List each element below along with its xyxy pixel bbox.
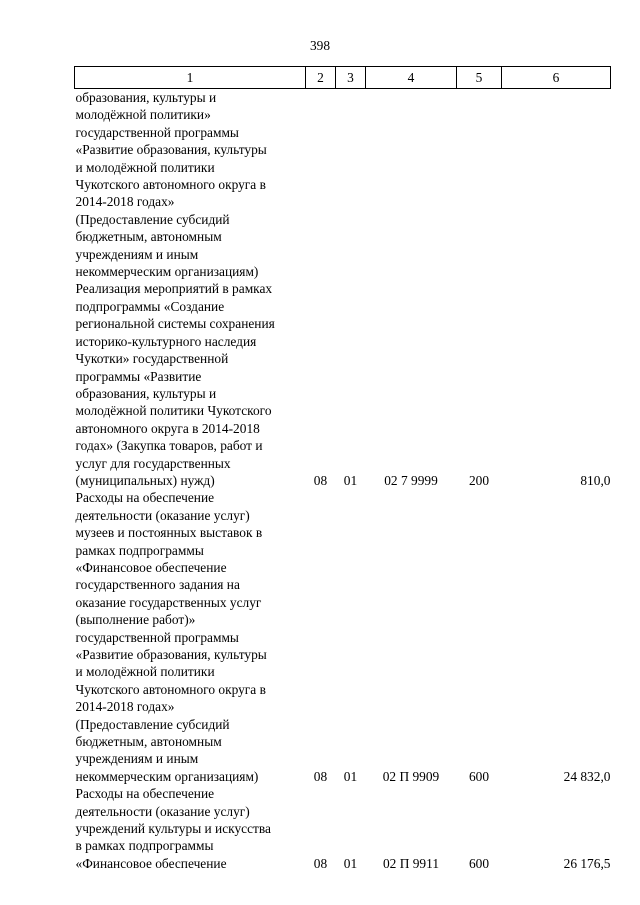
table-row bbox=[75, 785, 611, 872]
table-row bbox=[75, 280, 611, 489]
row-subsection: 01 bbox=[343, 472, 358, 488]
row-description: образования, культуры и молодёжной политики» государственной программы «Развитие образования, культуры и молодёжной политики Чукотского автономного округа в 2014-2018 годах» (Предоставление субсидий бюджетным, автономным учреждениям и иным некоммерческим организациям) bbox=[75, 90, 267, 280]
table-body bbox=[75, 89, 611, 873]
table-row bbox=[75, 489, 611, 785]
page-number: 398 bbox=[309, 38, 331, 53]
row-expense-type: 600 bbox=[468, 768, 490, 784]
row-expense-type bbox=[457, 89, 502, 281]
row-target-article: 02 7 9999 bbox=[384, 472, 438, 488]
row-description: Расходы на обеспечение деятельности (оказание услуг) музеев и постоянных выставок в рамках подпрограммы «Финансовое обеспечение государственного задания на оказание государственных услуг (выполнение работ)» государственной программы «Развитие образования, культуры и молодёжной политики Чукотского автономного округа в 2014-2018 годах» (Предоставление субсидий бюджетным, автономным учреждениям и иным некоммерческим организациям) bbox=[75, 490, 267, 784]
table-header bbox=[75, 67, 611, 89]
row-description: Реализация мероприятий в рамках подпрограммы «Создание региональной системы сохранения историко-культурного наследия Чукотки» государственной программы «Развитие образования, культуры и молодёжной политики Чукотского автономного округа в 2014-2018 годах» (Закупка товаров, работ и услуг для государственных (муниципальных) нужд) bbox=[75, 281, 275, 488]
row-section: 08 bbox=[313, 472, 328, 488]
row-section: 08 bbox=[313, 768, 328, 784]
table-row bbox=[75, 89, 611, 281]
row-subsection bbox=[336, 89, 366, 281]
row-target-article: 02 П 9911 bbox=[382, 855, 440, 871]
row-expense-type: 600 bbox=[468, 855, 490, 871]
row-amount: 810,0 bbox=[580, 472, 611, 488]
row-expense-type: 200 bbox=[468, 472, 490, 488]
header-row bbox=[75, 67, 611, 89]
row-subsection: 01 bbox=[343, 855, 358, 871]
header-col-2: 2 bbox=[306, 67, 336, 89]
row-section bbox=[306, 89, 336, 281]
row-description: Расходы на обеспечение деятельности (оказание услуг) учреждений культуры и искусства в рамках подпрограммы «Финансовое обеспечение bbox=[75, 786, 271, 871]
row-subsection: 01 bbox=[343, 768, 358, 784]
header-col-6: 6 bbox=[502, 67, 611, 89]
row-amount bbox=[502, 89, 611, 281]
row-amount: 24 832,0 bbox=[563, 768, 611, 784]
header-col-3: 3 bbox=[336, 67, 366, 89]
header-col-1: 1 bbox=[75, 67, 306, 89]
budget-table bbox=[74, 66, 611, 872]
row-target-article bbox=[366, 89, 457, 281]
header-col-5: 5 bbox=[457, 67, 502, 89]
row-section: 08 bbox=[313, 855, 328, 871]
row-target-article: 02 П 9909 bbox=[382, 768, 440, 784]
row-amount: 26 176,5 bbox=[563, 855, 611, 871]
header-col-4: 4 bbox=[366, 67, 457, 89]
